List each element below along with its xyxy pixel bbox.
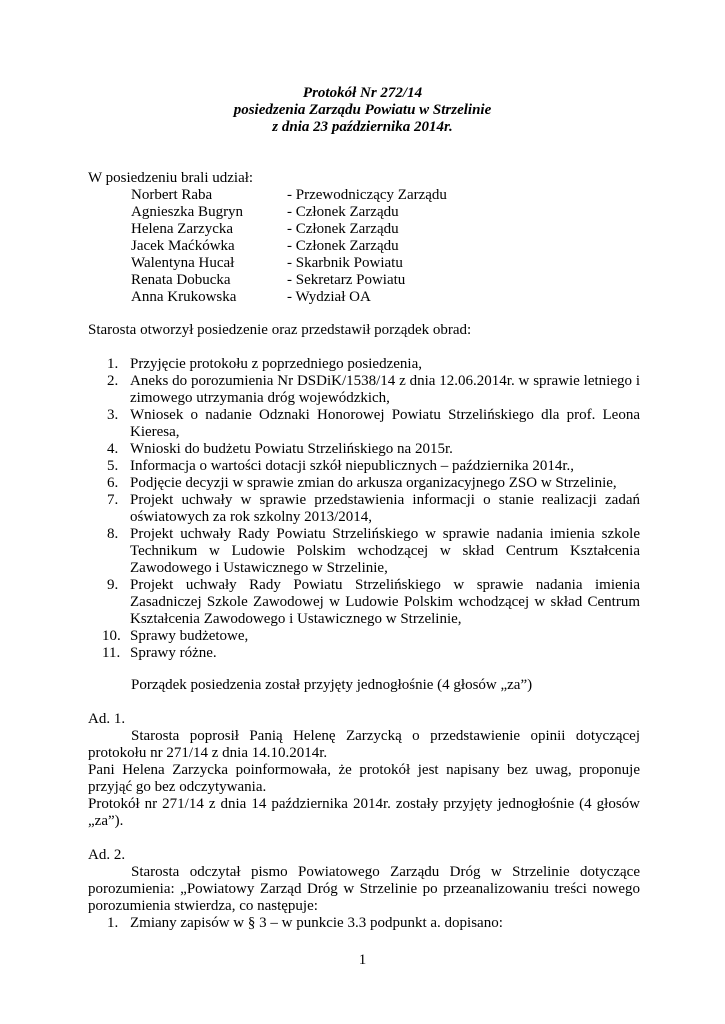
agenda-item-number: 4. xyxy=(107,441,119,457)
ad1-heading: Ad. 1. xyxy=(88,711,126,727)
attendance-list xyxy=(131,187,447,306)
agenda-item-text: Projekt uchwały w sprawie przedstawienia informacji o stanie realizacji zadań oświatowych za rok szkolny 2013/2014, xyxy=(130,492,640,525)
ad1-paragraph-2: Pani Helena Zarzycka poinformowała, że protokół jest napisany bez uwag, proponuje przyjąć go bez odczytywania. xyxy=(88,762,640,795)
agenda-item xyxy=(88,475,640,492)
attendee-name: Walentyna Hucał xyxy=(131,255,235,271)
ad1-paragraph-3: Protokół nr 271/14 z dnia 14 października 2014r. zostały przyjęty jednogłośnie (4 głosów „za”). xyxy=(88,796,640,829)
agenda-item xyxy=(88,645,640,662)
agenda-intro: Starosta otworzył posiedzenie oraz przedstawił porządek obrad: xyxy=(88,322,472,338)
agenda-item xyxy=(88,373,640,407)
title-line-3: z dnia 23 października 2014r. xyxy=(272,119,453,135)
agenda-item-text: Podjęcie decyzji w sprawie zmian do arkusza organizacyjnego ZSO w Strzelinie, xyxy=(130,475,617,491)
attendee-name: Jacek Maćkówka xyxy=(131,238,235,254)
document-title xyxy=(0,85,725,136)
agenda-item xyxy=(88,577,640,628)
agenda-item-number: 10. xyxy=(102,628,121,644)
attendee-role: - Sekretarz Powiatu xyxy=(287,272,406,288)
agenda-item xyxy=(88,628,640,645)
attendee-row xyxy=(131,238,447,255)
agenda-list xyxy=(88,356,640,662)
agenda-item-number: 3. xyxy=(107,407,119,423)
attendee-name: Norbert Raba xyxy=(131,187,213,203)
attendee-role: - Przewodniczący Zarządu xyxy=(287,187,447,203)
attendee-role: - Skarbnik Powiatu xyxy=(287,255,403,271)
agenda-item-text: Aneks do porozumienia Nr DSDiK/1538/14 z dnia 12.06.2014r. w sprawie letniego i zimowego utrzymania dróg wojewódzkich, xyxy=(130,373,640,406)
agenda-adopted: Porządek posiedzenia został przyjęty jednogłośnie (4 głosów „za”) xyxy=(131,677,533,693)
ad2-list-item xyxy=(88,915,640,932)
agenda-item-number: 2. xyxy=(107,373,119,389)
attendee-row xyxy=(131,221,447,238)
attendee-name: Helena Zarzycka xyxy=(131,221,234,237)
agenda-item-number: 8. xyxy=(107,526,119,542)
agenda-item-text: Wniosek o nadanie Odznaki Honorowej Powiatu Strzelińskiego dla prof. Leona Kieresa, xyxy=(130,407,640,440)
agenda-item-number: 6. xyxy=(107,475,119,491)
agenda-item-text: Sprawy budżetowe, xyxy=(130,628,249,644)
agenda-item-number: 7. xyxy=(107,492,119,508)
agenda-item-text: Projekt uchwały Rady Powiatu Strzelińskiego w sprawie nadania imienia Zasadniczej Szkole Zawodowej w Ludowie Polskim wchodzącej w skład Centrum Kształcenia Zawodowego i Ustawicznego w Strzelinie, xyxy=(130,577,640,627)
attendee-row xyxy=(131,204,447,221)
attendee-role: - Wydział OA xyxy=(287,289,371,305)
page-number: 1 xyxy=(358,952,367,968)
agenda-item xyxy=(88,526,640,577)
attendee-row xyxy=(131,187,447,204)
ad2-item-text: Zmiany zapisów w § 3 – w punkcie 3.3 podpunkt a. dopisano: xyxy=(130,915,503,931)
attendee-role: - Członek Zarządu xyxy=(287,238,399,254)
agenda-item xyxy=(88,441,640,458)
agenda-item-text: Sprawy różne. xyxy=(130,645,217,661)
ad2-list xyxy=(88,915,640,932)
agenda-item-number: 9. xyxy=(107,577,119,593)
attendee-name: Anna Krukowska xyxy=(131,289,237,305)
agenda-item xyxy=(88,407,640,441)
ad2-heading: Ad. 2. xyxy=(88,847,126,863)
attendance-intro: W posiedzeniu brali udział: xyxy=(88,170,254,186)
title-line-1: Protokół Nr 272/14 xyxy=(302,85,423,101)
attendee-name: Agnieszka Bugryn xyxy=(131,204,244,220)
ad2-paragraph-1: Starosta odczytał pismo Powiatowego Zarządu Dróg w Strzelinie dotyczące porozumienia: „Powiatowy Zarząd Dróg w Strzelinie po przeanalizowaniu treści nowego porozumienia stwierdza, co następuje: xyxy=(88,864,640,914)
ad2-item-number: 1. xyxy=(107,915,119,931)
agenda-item-text: Informacja o wartości dotacji szkół niepublicznych – października 2014r., xyxy=(130,458,575,474)
ad1-paragraph-1: Starosta poprosił Panią Helenę Zarzycką o przedstawienie opinii dotyczącej protokołu nr 271/14 z dnia 14.10.2014r. xyxy=(88,728,640,761)
agenda-item-number: 5. xyxy=(107,458,119,474)
agenda-item xyxy=(88,458,640,475)
agenda-item-number: 1. xyxy=(107,356,119,372)
attendee-row xyxy=(131,255,447,272)
attendee-row xyxy=(131,272,447,289)
agenda-item-text: Projekt uchwały Rady Powiatu Strzelińskiego w sprawie nadania imienia szkole Technikum w Ludowie Polskim wchodzącej w skład Centrum Kształcenia Zawodowego i Ustawicznego w Strzelinie, xyxy=(130,526,640,576)
attendee-row xyxy=(131,289,447,306)
agenda-item xyxy=(88,356,640,373)
attendee-role: - Członek Zarządu xyxy=(287,221,399,237)
attendee-name: Renata Dobucka xyxy=(131,272,231,288)
title-line-2: posiedzenia Zarządu Powiatu w Strzelinie xyxy=(233,102,492,118)
agenda-item-number: 11. xyxy=(102,645,121,661)
attendee-role: - Członek Zarządu xyxy=(287,204,399,220)
agenda-item-text: Wnioski do budżetu Powiatu Strzelińskiego na 2015r. xyxy=(130,441,453,457)
agenda-item-text: Przyjęcie protokołu z poprzedniego posiedzenia, xyxy=(130,356,422,372)
agenda-item xyxy=(88,492,640,526)
